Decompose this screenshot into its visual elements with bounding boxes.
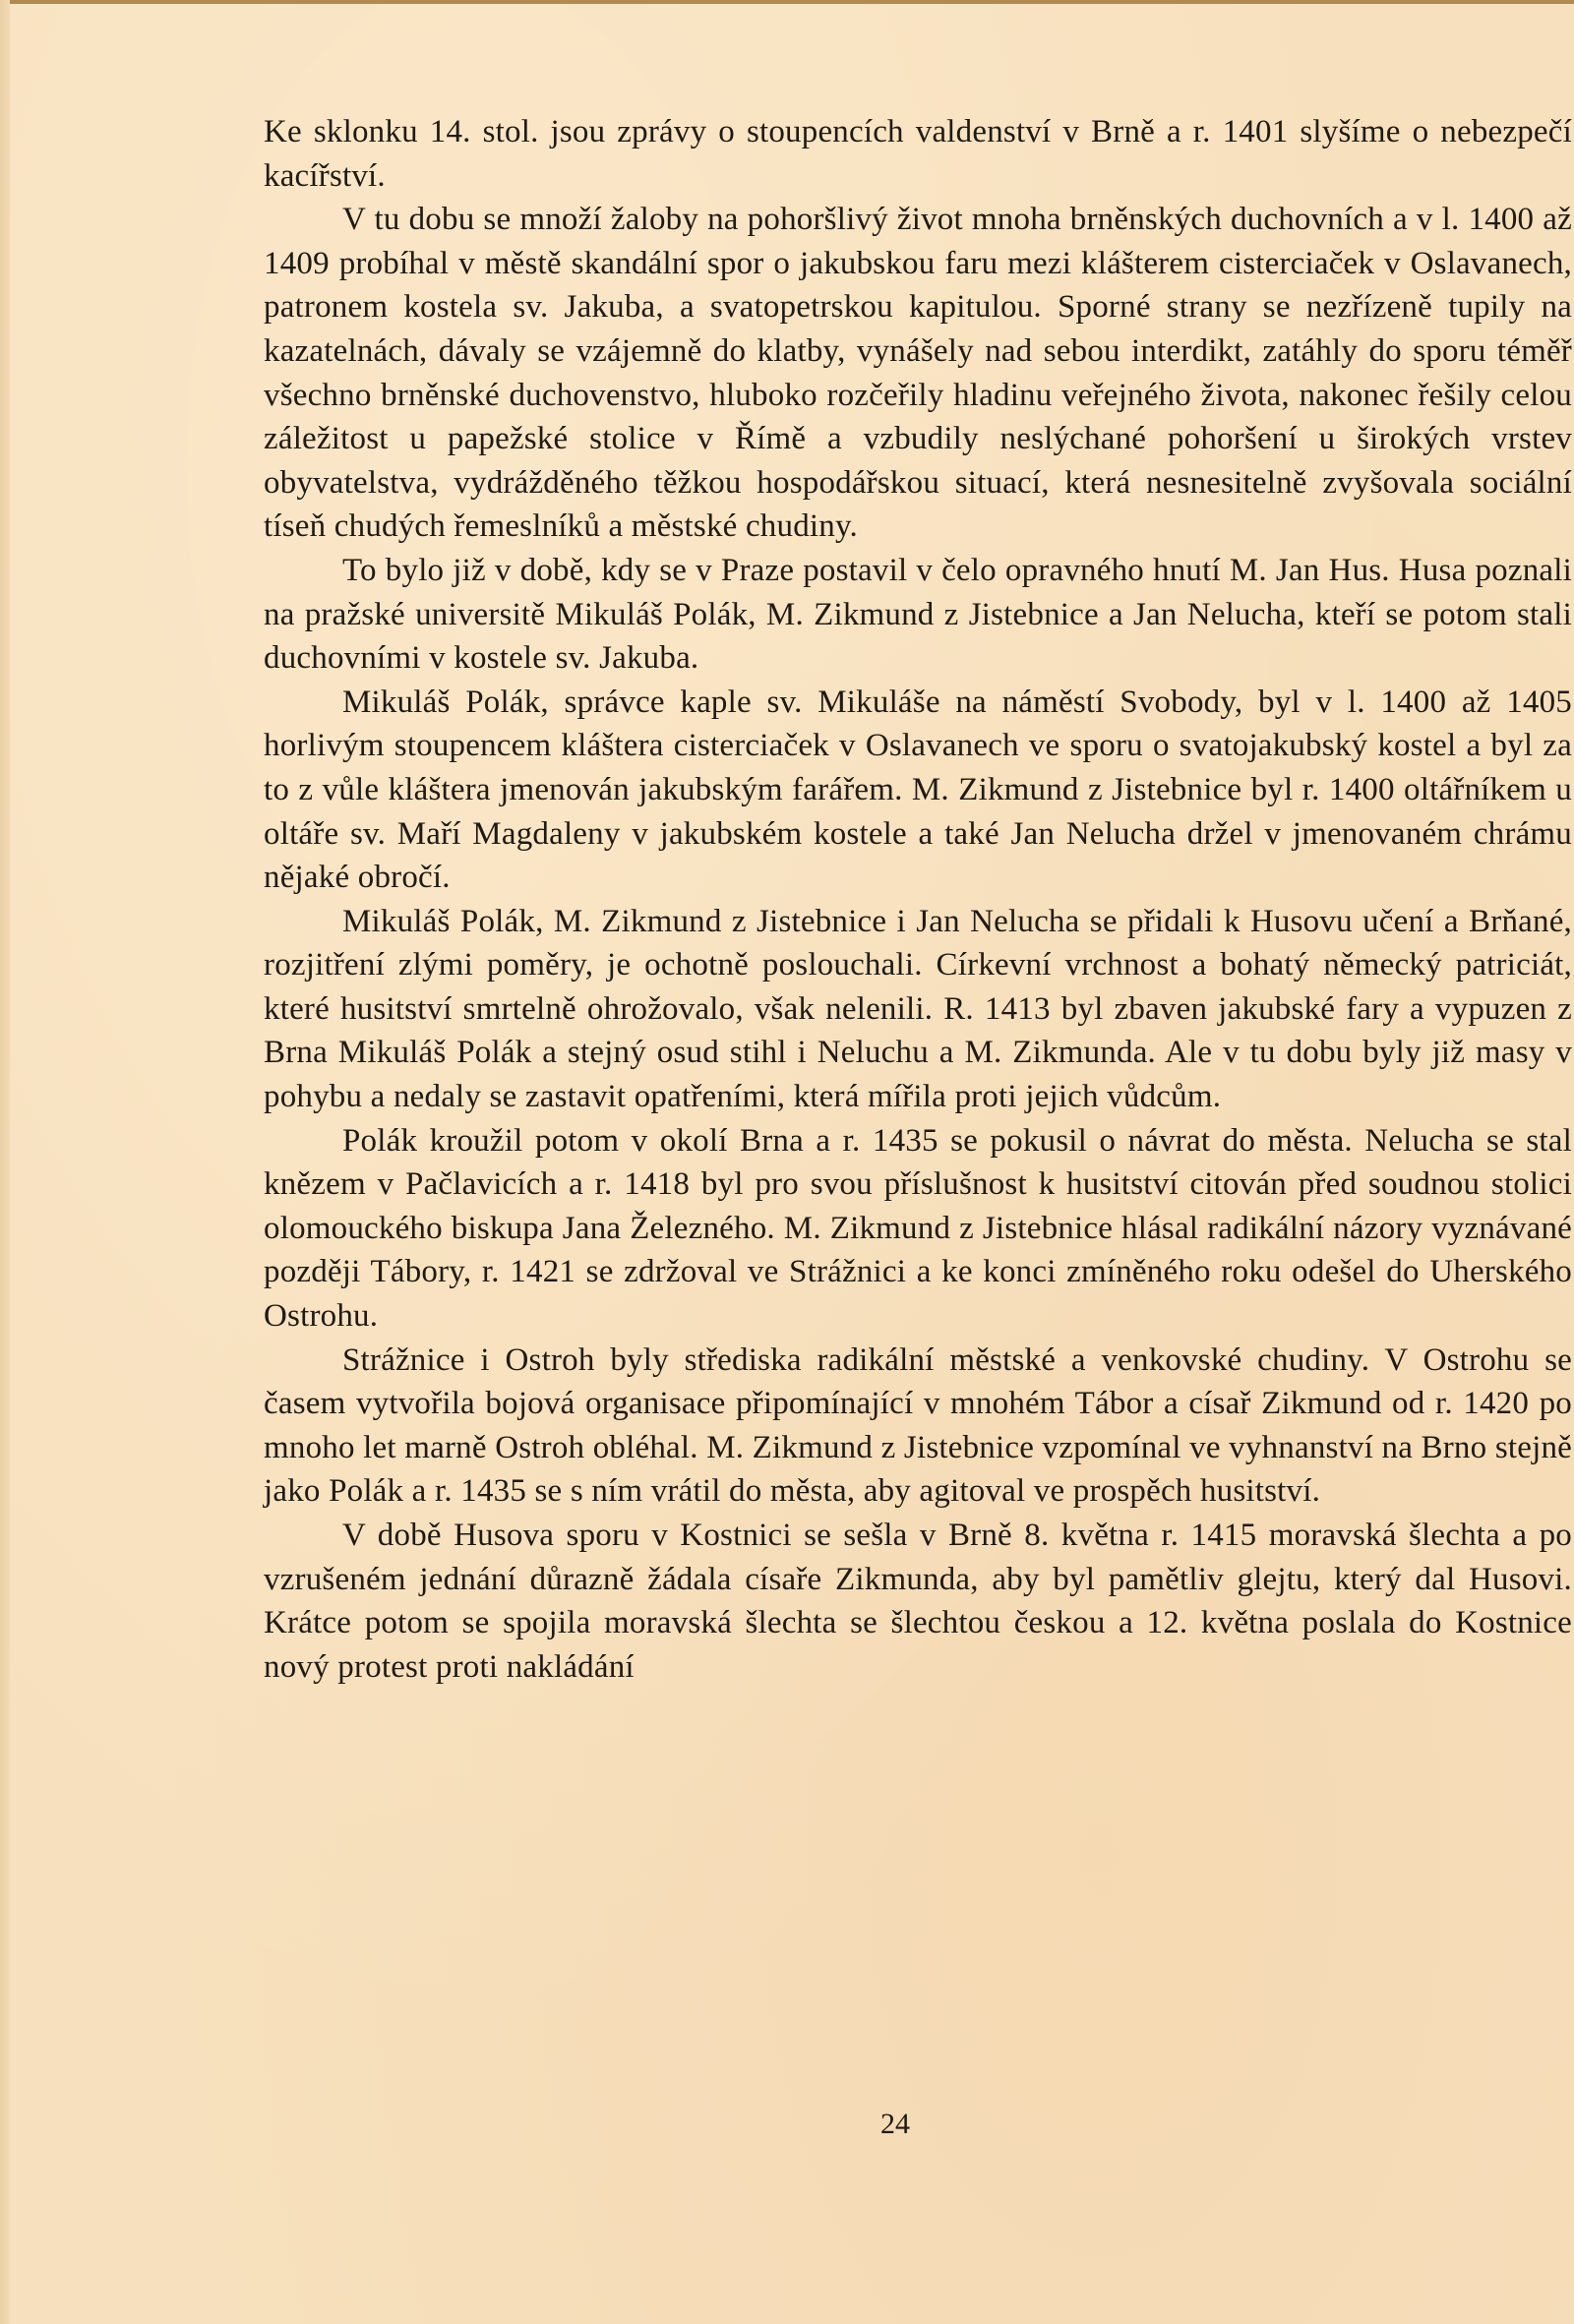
page-top-edge <box>0 0 1574 4</box>
paragraph-3: To bylo již v době, kdy se v Praze postavil v čelo opravného hnutí M. Jan Hus. Husa poznali na pražské universitě Mikuláš Polák, M. Zikmund z Jistebnice a Jan Nelucha, kteří se potom stali duchovními v kostele sv. Jakuba. <box>264 552 1572 677</box>
paragraph-7: Strážnice i Ostroh byly střediska radikální městské a venkovské chudiny. V Ostrohu se časem vytvořila bojová organisace připomínající v mnohém Tábor a císař Zikmund od r. 1420 po mnoho let marně Ostroh obléhal. M. Zikmund z Jistebnice vzpomínal ve vyhnanství na Brno stejně jako Polák a r. 1435 se s ním vrátil do města, aby agitoval ve prospěch husitství. <box>264 1341 1572 1510</box>
paragraph-5: Mikuláš Polák, M. Zikmund z Jistebnice i Jan Nelucha se přidali k Husovu učení a Brňané, rozjitření zlými poměry, je ochotně poslouchali. Církevní vrchnost a bohatý německý patriciát, které husitství smrtelně ohrožovalo, však nelenili. R. 1413 byl zbaven jakubské fary a vypuzen z Brna Mikuláš Polák a stejný osud stihl i Neluchu a M. Zikmunda. Ale v tu dobu byly již masy v pohybu a nedaly se zastavit opatřeními, která mířila proti jejich vůdcům. <box>264 903 1572 1115</box>
paragraph-6: Polák kroužil potom v okolí Brna a r. 1435 se pokusil o návrat do města. Nelucha se stal knězem v Pačlavicích a r. 1418 byl pro svou příslušnost k husitství citován před soudnou stolici olomouckého biskupa Jana Železného. M. Zikmund z Jistebnice hlásal radikální názory vyznávané později Tábory, r. 1421 se zdržoval ve Strážnici a ke konci zmíněného roku odešel do Uherského Ostrohu. <box>264 1122 1572 1335</box>
paragraph-8: V době Husova sporu v Kostnici se sešla v Brně 8. května r. 1415 moravská šlechta a po vzrušeném jednání důrazně žádala císaře Zikmunda, aby byl pamětliv glejtu, který dal Husovi. Krátce potom se spojila moravská šlechta se šlechtou českou a 12. května poslala do Kostnice nový protest proti nakládání <box>264 1518 1572 1685</box>
page-binding-edge <box>0 0 10 2324</box>
paragraph-4: Mikuláš Polák, správce kaple sv. Mikuláše na náměstí Svobody, byl v l. 1400 až 1405 horlivým stoupencem kláštera cisterciaček v Oslavanech ve sporu o svatojakubský kostel a byl za to z vůle kláštera jmenován jakubským farářem. M. Zikmund z Jistebnice byl r. 1400 oltářníkem u oltáře sv. Maří Magdaleny v jakubském kostele a také Jan Nelucha držel v jmenovaném chrámu nějaké obročí. <box>264 684 1572 896</box>
body-text <box>264 110 1572 1689</box>
paragraph-2: V tu dobu se množí žaloby na pohoršlivý život mnoha brněnských duchovních a v l. 1400 až 1409 probíhal v městě skandální spor o jakubskou faru mezi klášterem cisterciaček v Oslavanech, patronem kostela sv. Jakuba, a svatopetrskou kapitulou. Sporné strany se nezřízeně tupily na kazatelnách, dávaly se vzájemně do klatby, vynášely nad sebou interdikt, zatáhly do sporu téměř všechno brněnské duchovenstvo, hluboko rozčeřily hladinu veřejného života, nakonec řešily celou záležitost u papežské stolice v Římě a vzbudily neslýchané pohoršení u širokých vrstev obyvatelstva, vydrážděného těžkou hospodářskou situací, která nesnesitelně zvyšovala sociální tíseň chudých řemeslníků a městské chudiny. <box>264 202 1572 545</box>
paragraph-1: Ke sklonku 14. stol. jsou zprávy o stoupencích valdenství v Brně a r. 1401 slyšíme o nebezpečí kacířství. <box>264 114 1572 194</box>
page-number: 24 <box>880 2108 910 2140</box>
